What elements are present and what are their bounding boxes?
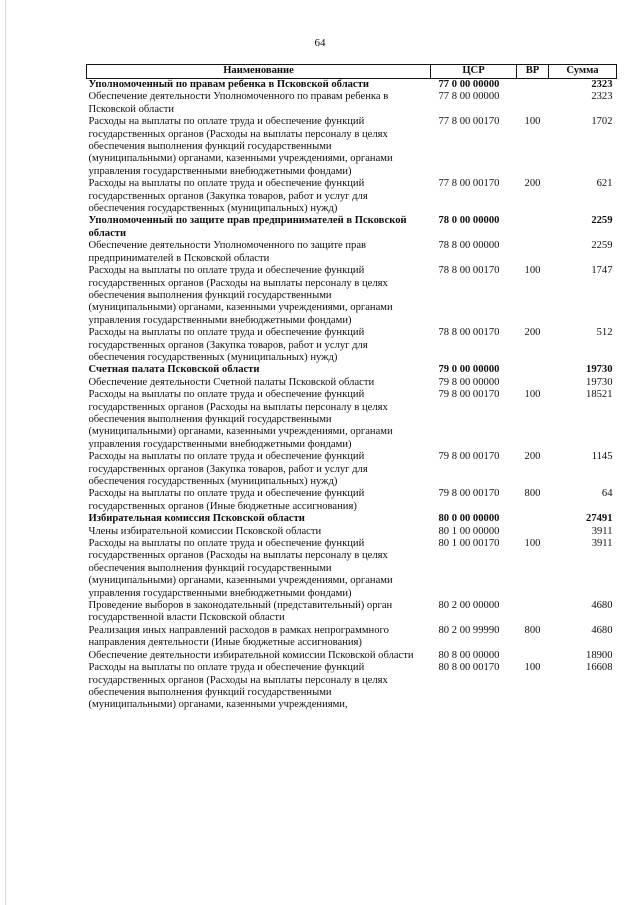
row-name: Члены избирательной комиссии Псковской области	[88, 525, 322, 537]
table-row	[87, 538, 617, 600]
row-csr: 79 8 00 00170	[438, 488, 500, 500]
row-csr: 78 8 00 00000	[438, 240, 500, 252]
row-name: Расходы на выплаты по оплате труда и обеспечение функций государственных органов (Расходы на выплаты персоналу в целях обеспечения выполнения функций государственными (муниципальными) органами, казенными учреждениями,	[88, 662, 388, 711]
row-sum: 64	[601, 488, 613, 500]
page-number: 64	[314, 37, 326, 49]
row-csr: 80 0 00 00000	[438, 513, 500, 525]
table-body	[87, 79, 617, 712]
header-name: Наименование	[87, 65, 431, 79]
table-row	[87, 600, 617, 625]
row-csr: 80 2 00 00000	[438, 600, 500, 612]
row-name: Проведение выборов в законодательный (представительный) орган государственной власти Псковской области	[88, 600, 393, 624]
row-sum: 3911	[591, 525, 613, 537]
row-sum: 18900	[586, 649, 613, 661]
row-vr	[517, 240, 549, 265]
row-sum: 19730	[586, 376, 613, 388]
table-row	[87, 240, 617, 265]
row-vr	[517, 513, 549, 525]
row-sum: 512	[596, 327, 613, 339]
row-name: Расходы на выплаты по оплате труда и обеспечение функций государственных органов (Расходы на выплаты персоналу в целях обеспечения выполнения функций государственными (муниципальными) органами, казенными учреждениями, органами управления государственными внебюджетными фондами)	[88, 389, 393, 450]
budget-table	[86, 64, 617, 712]
row-sum: 2323	[591, 91, 613, 103]
row-sum: 4680	[591, 624, 613, 636]
row-name: Уполномоченный по правам ребенка в Псковской области	[88, 79, 369, 90]
row-vr: 200	[524, 451, 541, 463]
header-csr: ЦСР	[431, 65, 517, 79]
row-name: Расходы на выплаты по оплате труда и обеспечение функций государственных органов (Закупка товаров, работ и услуг для обеспечения государственных (муниципальных) нужд)	[88, 327, 368, 363]
row-sum: 27491	[586, 513, 613, 525]
row-vr	[517, 91, 549, 116]
table-row	[87, 526, 617, 538]
table-row	[87, 215, 617, 240]
row-name: Расходы на выплаты по оплате труда и обеспечение функций государственных органов (Расходы на выплаты персоналу в целях обеспечения выполнения функций государственными (муниципальными) органами, казенными учреждениями, органами управления государственными внебюджетными фондами)	[88, 116, 393, 177]
table-row	[87, 79, 617, 92]
row-csr: 77 8 00 00000	[438, 91, 500, 103]
table-row	[87, 364, 617, 376]
row-csr: 78 0 00 00000	[438, 215, 500, 227]
row-csr: 79 0 00 00000	[438, 364, 500, 376]
table-row	[87, 178, 617, 215]
row-csr: 80 1 00 00170	[438, 538, 500, 550]
row-sum: 3911	[591, 538, 613, 550]
row-csr: 80 8 00 00000	[438, 649, 500, 661]
row-csr: 80 8 00 00170	[438, 662, 500, 674]
row-sum: 2259	[591, 215, 613, 227]
row-sum: 16608	[586, 662, 613, 674]
table-row	[87, 650, 617, 662]
row-csr: 77 0 00 00000	[438, 79, 500, 90]
row-sum: 4680	[591, 600, 613, 612]
header-vr: ВР	[517, 65, 549, 79]
row-csr: 77 8 00 00170	[438, 116, 500, 128]
row-csr: 79 8 00 00170	[438, 451, 500, 463]
row-vr	[517, 377, 549, 389]
row-sum: 19730	[586, 364, 613, 376]
table-row	[87, 451, 617, 488]
row-vr	[517, 650, 549, 662]
row-name: Реализация иных направлений расходов в рамках непрограммного направления деятельности (Иные бюджетные ассигнования)	[88, 624, 389, 649]
row-vr: 100	[524, 389, 541, 401]
row-name: Уполномоченный по защите прав предпринимателей в Псковской области	[88, 215, 407, 239]
table-header-row	[87, 65, 617, 79]
row-vr: 100	[524, 662, 541, 674]
row-sum: 2259	[591, 240, 613, 252]
row-name: Расходы на выплаты по оплате труда и обеспечение функций государственных органов (Закупка товаров, работ и услуг для обеспечения государственных (муниципальных) нужд)	[88, 451, 368, 487]
row-csr: 79 8 00 00000	[438, 376, 500, 388]
row-vr	[517, 526, 549, 538]
table-row	[87, 327, 617, 364]
table-row	[87, 377, 617, 389]
row-csr: 78 8 00 00170	[438, 265, 500, 277]
row-vr	[517, 364, 549, 376]
row-name: Счетная палата Псковской области	[88, 364, 260, 376]
row-name: Расходы на выплаты по оплате труда и обеспечение функций государственных органов (Иные бюджетные ассигнования)	[88, 488, 365, 512]
row-sum: 18521	[586, 389, 613, 401]
row-name: Обеспечение деятельности Уполномоченного по правам ребенка в Псковской области	[88, 91, 389, 115]
row-sum: 621	[596, 178, 613, 190]
row-name: Расходы на выплаты по оплате труда и обеспечение функций государственных органов (Расходы на выплаты персоналу в целях обеспечения выполнения функций государственными (муниципальными) органами, казенными учреждениями, органами управления государственными внебюджетными фондами)	[88, 538, 393, 599]
row-sum: 1702	[591, 116, 613, 128]
header-sum: Сумма	[549, 65, 617, 79]
row-csr: 80 2 00 99990	[438, 624, 500, 636]
row-csr: 79 8 00 00170	[438, 389, 500, 401]
row-vr: 200	[524, 178, 541, 190]
row-vr: 800	[524, 488, 541, 500]
table-row	[87, 625, 617, 650]
table-row	[87, 116, 617, 178]
scan-edge	[5, 0, 6, 905]
row-vr: 100	[524, 116, 541, 128]
table-row	[87, 488, 617, 513]
row-name: Обеспечение деятельности Счетной палаты Псковской области	[88, 376, 375, 388]
row-vr	[517, 79, 549, 92]
row-vr	[517, 600, 549, 625]
row-vr: 800	[524, 624, 541, 636]
row-vr: 100	[524, 538, 541, 550]
row-sum: 1747	[591, 265, 613, 277]
table-row	[87, 265, 617, 327]
row-csr: 78 8 00 00170	[438, 327, 500, 339]
table-row	[87, 91, 617, 116]
table-row	[87, 389, 617, 451]
row-csr: 77 8 00 00170	[438, 178, 500, 190]
row-csr: 80 1 00 00000	[438, 525, 500, 537]
row-name: Обеспечение деятельности избирательной комиссии Псковской области	[88, 649, 414, 661]
row-sum: 2323	[591, 79, 613, 90]
table-row	[87, 662, 617, 712]
row-name: Обеспечение деятельности Уполномоченного по защите прав предпринимателей в Псковской области	[88, 240, 367, 264]
row-vr	[517, 215, 549, 240]
row-vr: 100	[524, 265, 541, 277]
row-name: Избирательная комиссия Псковской области	[88, 513, 305, 525]
row-sum: 1145	[591, 451, 613, 463]
row-vr: 200	[524, 327, 541, 339]
row-name: Расходы на выплаты по оплате труда и обеспечение функций государственных органов (Закупка товаров, работ и услуг для обеспечения государственных (муниципальных) нужд)	[88, 178, 368, 215]
row-name: Расходы на выплаты по оплате труда и обеспечение функций государственных органов (Расходы на выплаты персоналу в целях обеспечения выполнения функций государственными (муниципальными) органами, казенными учреждениями, органами управления государственными внебюджетными фондами)	[88, 265, 393, 326]
table-row	[87, 513, 617, 525]
